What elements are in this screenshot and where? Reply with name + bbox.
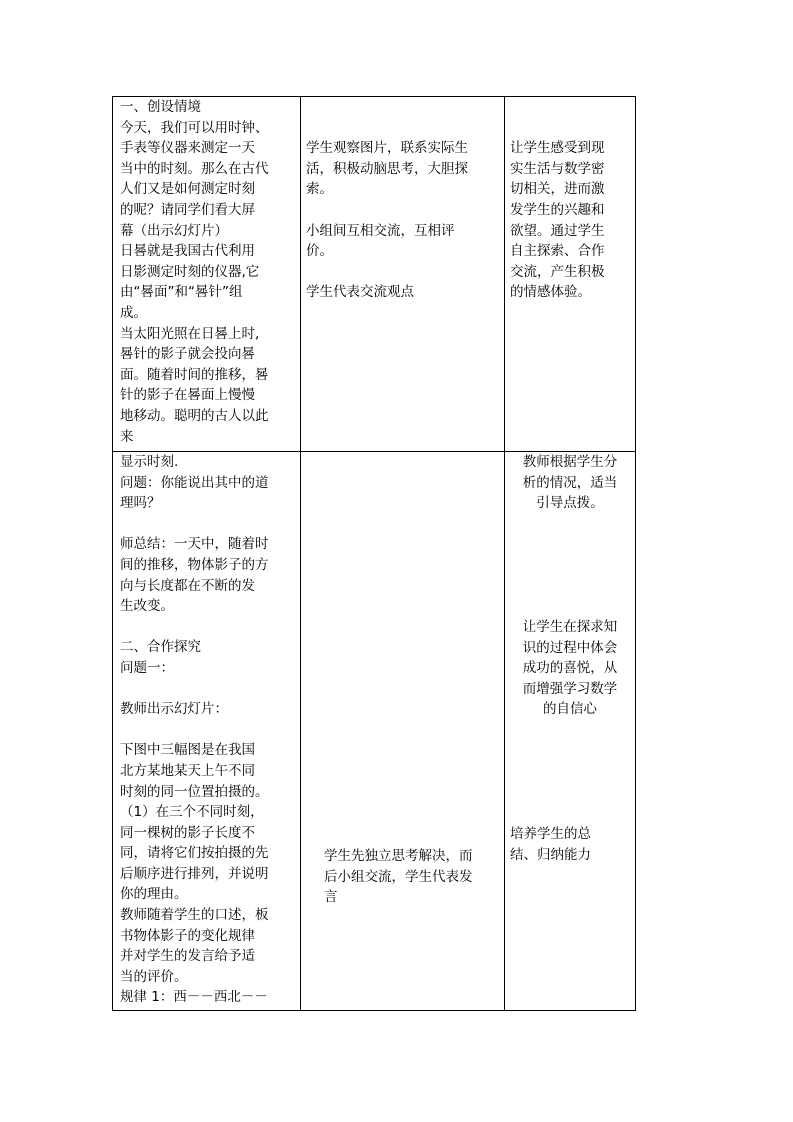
text-line: 的情感体验。: [510, 284, 591, 301]
text-line: 你的理由。: [120, 886, 188, 903]
text-line: 日晷就是我国古代利用: [120, 243, 255, 260]
text-line: 后顺序进行排列，并说明: [120, 865, 269, 882]
row2-design-intent-confidence: [508, 617, 632, 720]
text-line: [306, 118, 502, 139]
text-line: 下图中三幅图是在我国: [120, 742, 255, 759]
text-line: 教师出示幻灯片：: [120, 701, 228, 718]
text-line: 同一棵树的影子长度不: [120, 824, 255, 841]
text-line: 实生活与数学密: [510, 160, 605, 177]
text-line: [306, 200, 502, 221]
text-line: 成。: [120, 304, 147, 321]
text-line: [120, 617, 298, 638]
text-line: 幕（出示幻灯片）: [120, 222, 228, 239]
text-line: 让学生感受到现: [510, 140, 605, 157]
row2-design-intent-summary: [510, 824, 630, 865]
text-line: [306, 97, 502, 118]
column-divider-1: [300, 97, 301, 1010]
text-line: 手表等仪器来测定一天: [120, 140, 255, 157]
text-line: [120, 514, 298, 535]
text-line: 成功的喜悦，从: [522, 660, 618, 677]
text-line: 自主探索、合作: [510, 243, 605, 260]
text-line: 后小组交流，学生代表发: [324, 868, 473, 885]
text-line: 人们又是如何测定时刻: [120, 181, 255, 198]
text-line: 问题：你能说出其中的道: [120, 474, 269, 491]
text-line: 二、合作探究: [120, 639, 201, 656]
text-line: 一、创设情境: [120, 99, 201, 115]
text-line: 欲望。通过学生: [510, 222, 605, 239]
text-line: 书物体影子的变化规律: [120, 927, 255, 944]
text-line: 当太阳光照在日晷上时,: [120, 325, 260, 342]
text-line: 的呢？请同学们看大屏: [120, 201, 255, 218]
text-line: 交流，产生积极: [510, 263, 605, 280]
text-line: 来: [120, 428, 134, 445]
text-line: 规律 1：西－－西北－－: [120, 989, 268, 1006]
text-line: 理吗？: [120, 495, 161, 512]
text-line: 学生先独立思考解决，而: [324, 848, 473, 864]
text-line: 学生观察图片，联系实际生: [306, 140, 468, 157]
text-line: 析的情况，适当: [522, 474, 618, 491]
text-line: 生改变。: [120, 598, 174, 615]
text-line: 学生代表交流观点: [306, 284, 414, 301]
text-line: 结、归纳能力: [510, 846, 591, 863]
text-line: [306, 262, 502, 283]
text-line: 价。: [306, 243, 333, 260]
text-line: 同，请将它们按拍摄的先: [120, 845, 269, 862]
text-line: 面。随着时间的推移，晷: [120, 366, 269, 383]
text-line: 时刻的同一位置拍摄的。: [120, 783, 269, 800]
lesson-table: [112, 96, 636, 1011]
text-line: [120, 679, 298, 700]
text-line: 向与长度都在不断的发: [120, 577, 255, 594]
text-line: 切相关，进而激: [510, 181, 605, 198]
row2-student-activity: [324, 846, 504, 908]
row1-design-intent: [510, 97, 630, 303]
text-line: 培养学生的总: [510, 826, 591, 842]
text-line: [510, 97, 630, 118]
text-line: 教师根据学生分: [522, 454, 618, 470]
text-line: 让学生在探求知: [522, 619, 618, 635]
text-line: [510, 118, 630, 139]
row1-student-activity: [306, 97, 502, 303]
column-divider-2: [504, 97, 505, 1010]
text-line: 教师随着学生的口述，板: [120, 907, 269, 924]
text-line: 当中的时刻。那么在古代: [120, 160, 269, 177]
text-line: 识的过程中体会: [522, 639, 618, 656]
text-line: 晷针的影子就会投向晷: [120, 346, 255, 363]
text-line: 今天，我们可以用时钟、: [120, 119, 269, 136]
text-line: 活，积极动脑思考，大胆探: [306, 160, 468, 177]
text-line: 索。: [306, 181, 333, 198]
row1-teaching-content: [120, 97, 298, 447]
text-line: 间的推移，物体影子的方: [120, 556, 269, 573]
text-line: 言: [324, 889, 338, 906]
text-line: 由“晷面”和“晷针”组: [120, 284, 243, 301]
text-line: 而增强学习数学: [522, 680, 618, 697]
text-line: 引导点拨。: [536, 495, 604, 512]
text-line: 北方某地某天上午不同: [120, 762, 255, 779]
text-line: 当的评价。: [120, 968, 188, 985]
text-line: 地移动。聪明的古人以此: [120, 407, 269, 424]
text-line: [120, 720, 298, 741]
text-line: 小组间互相交流，互相评: [306, 222, 455, 239]
text-line: 发学生的兴趣和: [510, 201, 605, 218]
row2-teaching-content: [120, 452, 298, 1008]
text-line: 并对学生的发言给予适: [120, 948, 255, 965]
text-line: 日影测定时刻的仪器,它: [120, 263, 260, 280]
text-line: 问题一：: [120, 659, 174, 676]
text-line: 师总结：一天中，随着时: [120, 536, 269, 553]
row2-design-intent-guidance: [508, 452, 632, 514]
text-line: （1）在三个不同时刻，: [120, 804, 264, 821]
text-line: 针的影子在晷面上慢慢: [120, 387, 255, 404]
text-line: 的自信心: [543, 701, 597, 718]
text-line: 显示时刻.: [120, 454, 179, 470]
